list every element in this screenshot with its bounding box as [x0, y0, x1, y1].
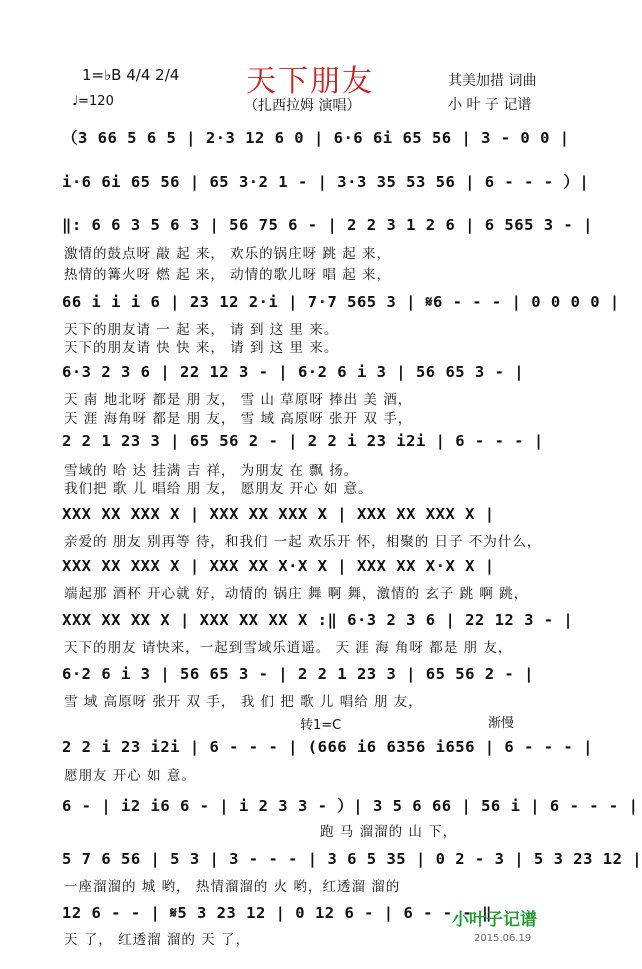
music-row-10: 6·2 6 i 3 | 56 65 3 - | 2 2 1 23 3 | 65 56 2 - |: [62, 665, 534, 683]
lyric-row-11: 愿朋友 开心 如 意。: [64, 768, 196, 784]
lyric-row-4a: 天下的朋友请 一 起 来， 请 到 这 里 来。: [64, 322, 339, 338]
key-signature: 1=♭B 4/4 2/4: [82, 66, 180, 84]
credit-words-music: 其美加措 词曲: [448, 73, 537, 89]
brand-mark: 小叶子记谱: [452, 910, 537, 930]
music-row-11: 2 2 i 23 i2i | 6 - - - | (666 i6 6356 i656 | 6 - - - |: [62, 738, 593, 756]
music-row-8: XXX XX XXX X | XXX XX X·X X | XXX XX X·X X |: [62, 557, 495, 575]
lyric-row-13: 一座溜溜的 城 哟， 热情溜溜的 火 哟，红透溜 溜的: [64, 879, 401, 895]
music-row-12: 6 - | i2 i6 6 - | i 2 3 3 - ）| 3 5 6 66 | 56 i | 6 - - - |: [62, 797, 639, 815]
lyric-row-5a: 天 南 地北呀 都是 朋 友， 雪 山 草原呀 捧出 美 酒，: [64, 392, 413, 408]
music-row-14: 12 6 - - | 𝄋5 3 23 12 | 0 12 6 - | 6 - - - ‖: [62, 904, 492, 922]
lyric-row-5b: 天 涯 海角呀 都是 朋 友， 雪 域 高原呀 张开 双 手，: [64, 411, 413, 427]
lyric-row-4b: 天下的朋友请 快 快 来， 请 到 这 里 来。: [64, 340, 339, 356]
music-row-9: XXX XX XX X | XXX XX XX X :‖ 6·3 2 3 6 | 22 12 3 - |: [62, 611, 574, 629]
lyric-row-6b: 我们把 歌 儿 唱给 朋 友， 愿朋友 开心 如 意。: [64, 481, 373, 497]
music-row-5: 6·3 2 3 6 | 22 12 3 - | 6·2 6 i 3 | 56 65 3 - |: [62, 363, 525, 381]
date-stamp: 2015.06.19: [474, 933, 532, 944]
music-row-4: 66 i i i 6 | 23 12 2·i | 7·7 565 3 | 𝄋6 - - - | 0 0 0 0 |: [62, 293, 620, 311]
lyric-row-9: 天下的朋友 请快来，一起到雪域乐逍遥。 天 涯 海 角呀 都是 朋 友，: [64, 640, 513, 656]
credit-notation: 小 叶 子 记谱: [448, 97, 532, 113]
singer-line: （扎西拉姆 演唱）: [244, 98, 361, 114]
music-row-3: ‖: 6 6 3 5 6 3 | 56 75 6 - | 2 2 3 1 2 6 | 6 565 3 - |: [62, 216, 593, 234]
modulation-marking: 转1=C: [300, 718, 342, 733]
tempo-marking: ♩=120: [72, 94, 114, 109]
lyric-row-3a: 激情的鼓点呀 敲 起 来， 欢乐的锅庄呀 跳 起 来，: [64, 246, 392, 262]
ritardando-marking: 渐慢: [488, 716, 515, 731]
lyric-row-6a: 雪域的 哈 达 挂满 吉 祥， 为朋友 在 飘 扬。: [64, 463, 359, 479]
lyric-row-3b: 热情的篝火呀 燃 起 来， 动情的歌儿呀 唱 起 来，: [64, 267, 392, 283]
lyric-row-10: 雪 域 高原呀 张开 双 手， 我 们 把 歌 儿 唱给 朋 友，: [64, 694, 423, 710]
lyric-row-14: 天 了， 红透溜 溜的 天 了，: [64, 932, 250, 948]
music-row-13: 5 7 6 56 | 5 3 | 3 - - - | 3 6 5 35 | 0 2 - 3 | 5 3 23 12 |: [62, 850, 642, 868]
song-title: 天下朋友: [246, 64, 374, 99]
music-row-2: i·6 6i 65 56 | 65 3·2 1 - | 3·3 35 53 56 | 6 - - - ）|: [62, 173, 590, 191]
lyric-row-8: 端起那 酒杯 开心就 好，动情的 锅庄 舞 啊 舞，激情的 玄子 跳 啊 跳，: [64, 586, 529, 602]
music-row-6: 2 2 1 23 3 | 65 56 2 - | 2 2 i 23 i2i | 6 - - - |: [62, 432, 544, 450]
music-row-1: （3 66 5 6 5 | 2·3 12 6 0 | 6·6 6i 65 56 | 3 - 0 0 |: [62, 129, 570, 147]
lyric-row-12: 跑 马 溜溜的 山 下，: [320, 824, 458, 840]
music-row-7: XXX XX XXX X | XXX XX XXX X | XXX XX XXX X |: [62, 505, 495, 523]
lyric-row-7: 亲爱的 朋友 别再等 待，和我们 一起 欢乐开 怀，相聚的 日子 不为什么，: [64, 534, 542, 550]
